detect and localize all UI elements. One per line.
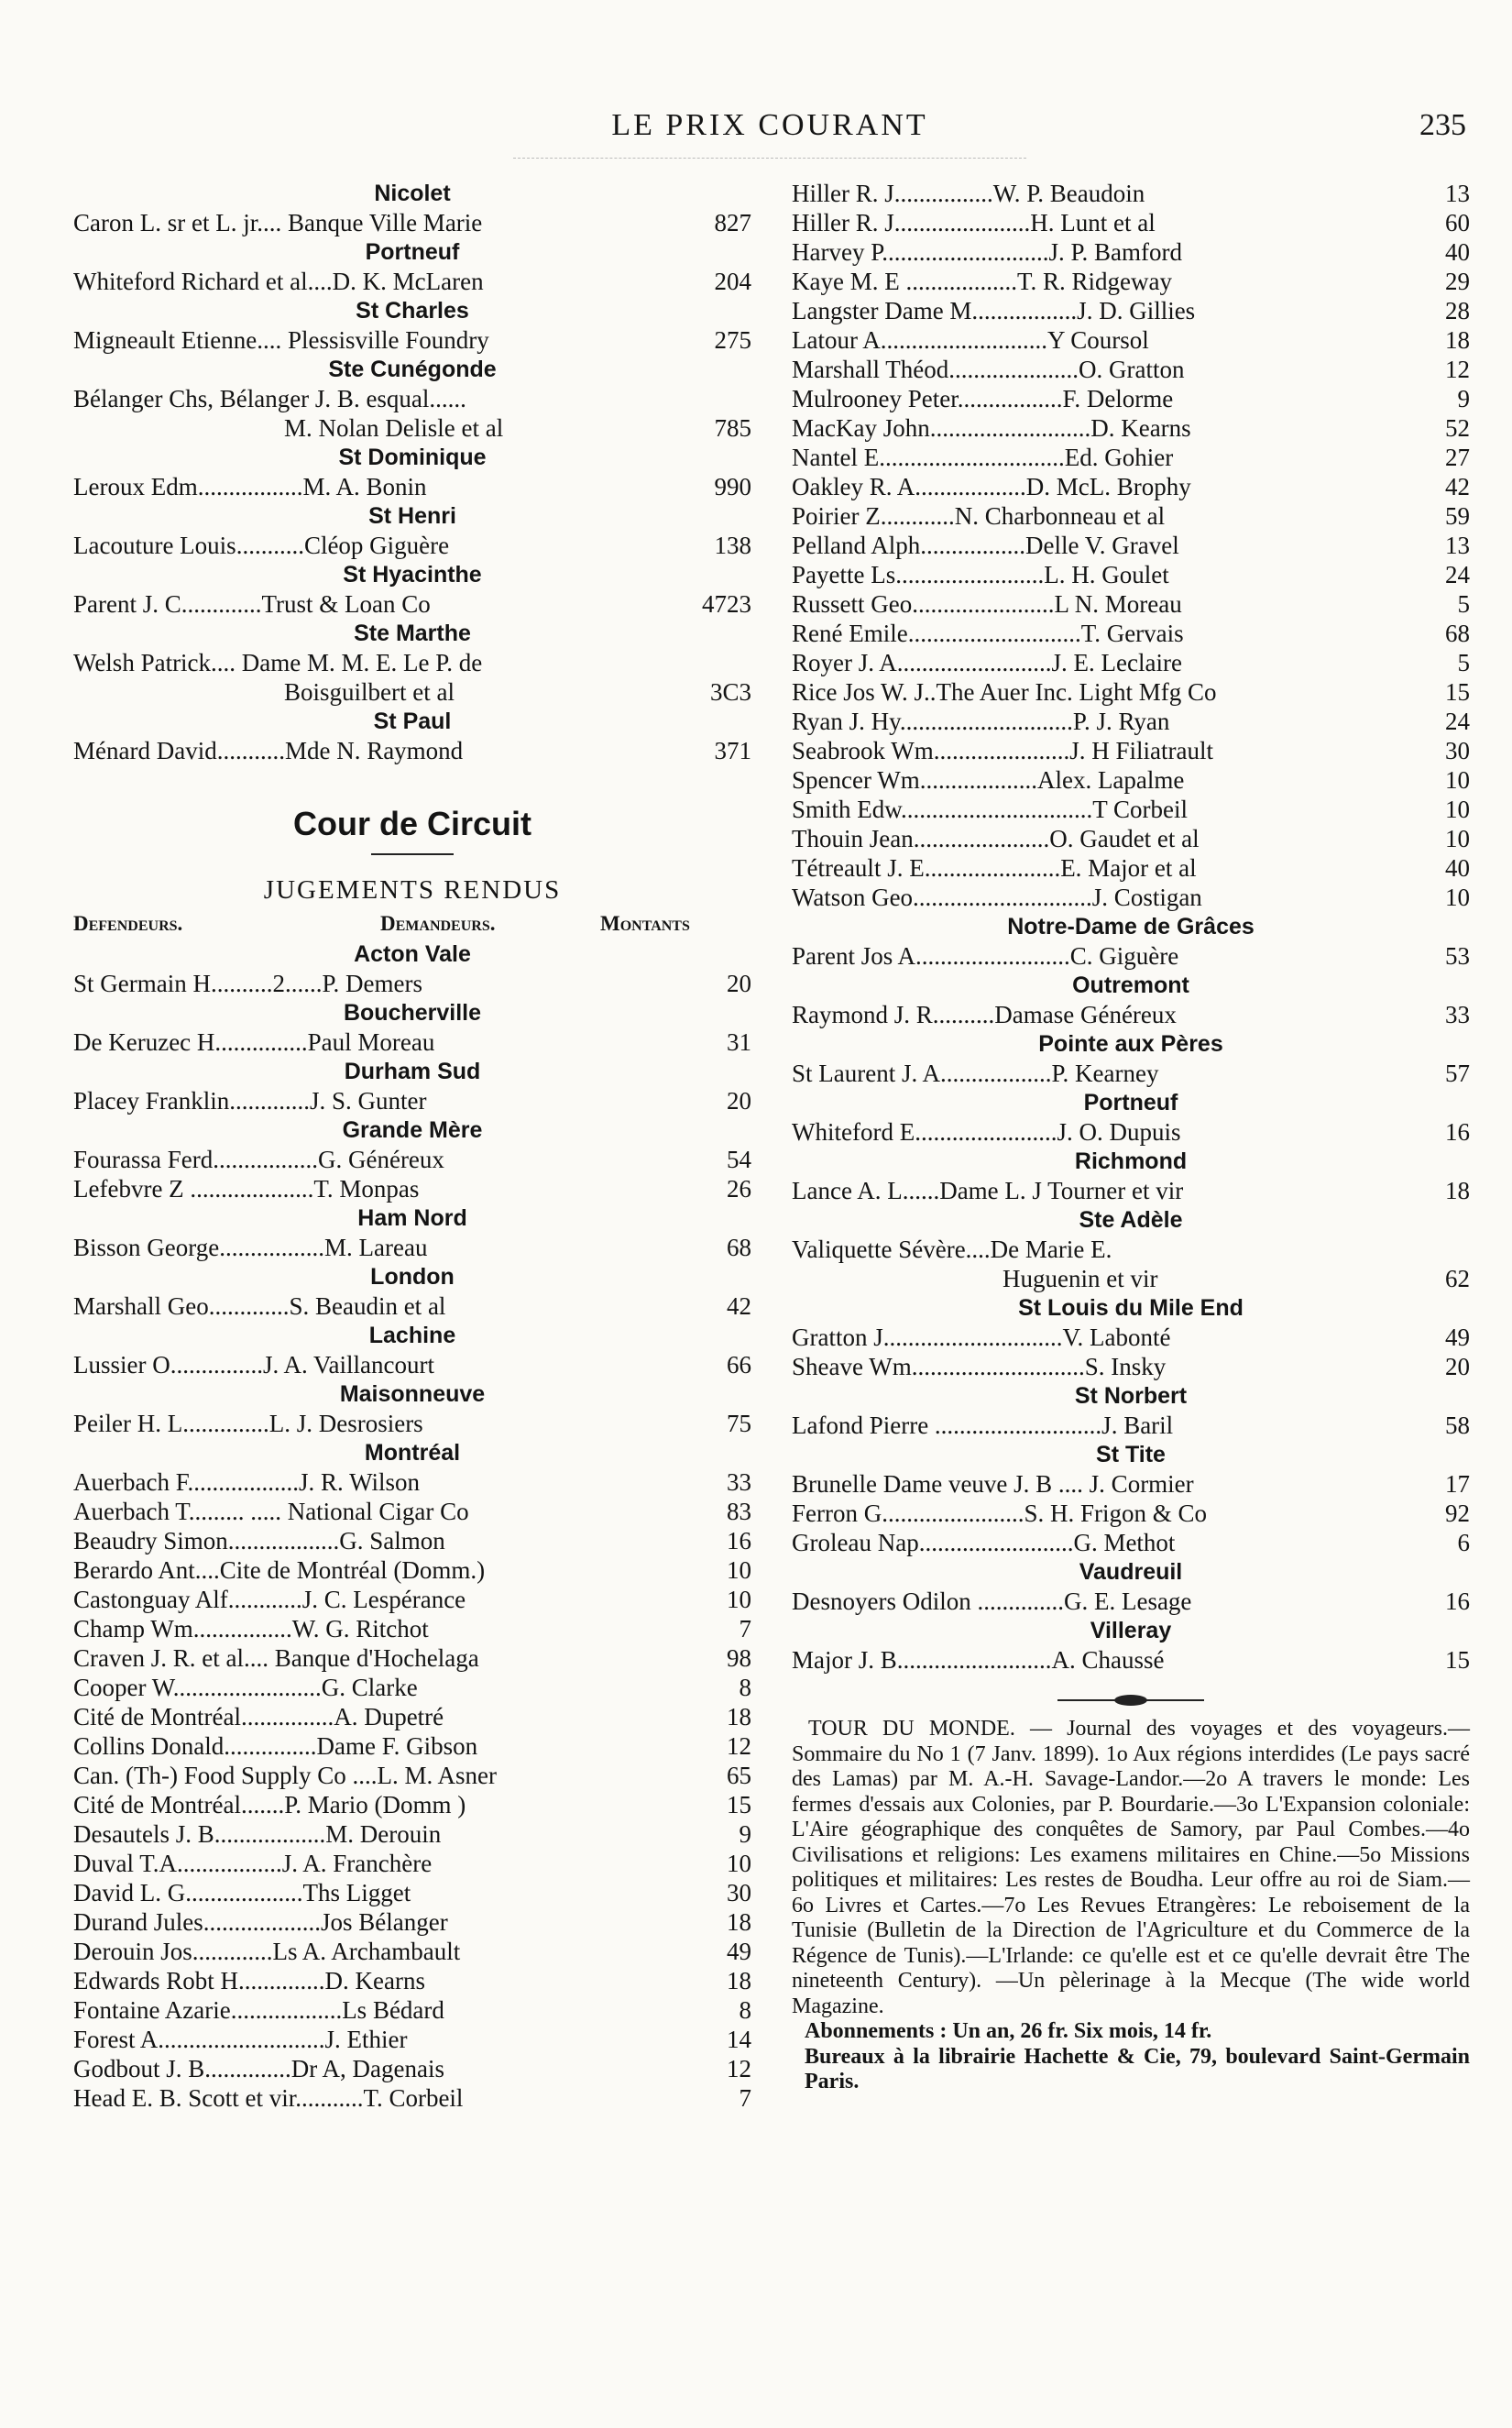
judgment-amount: 12 (1445, 356, 1470, 383)
judgment-row (73, 1350, 751, 1379)
judgment-row (792, 1469, 1470, 1499)
judgment-row (792, 560, 1470, 589)
judgment-parties: Smith Edw...............................T Corbeil (792, 796, 1188, 823)
judgment-parties: Thouin Jean......................O. Gaudet et al (792, 825, 1200, 852)
judgment-parties: Hiller R. J................W. P. Beaudoin (792, 180, 1145, 207)
col-header-defendeurs: Defendeurs. (73, 912, 183, 935)
journal-title: LE PRIX COURANT (611, 108, 928, 142)
locality-heading: Lachine (368, 1323, 456, 1348)
judgment-parties: Collins Donald...............Dame F. Gibson (73, 1732, 478, 1760)
judgment-parties: Fontaine Azarie..................Ls Bédard (73, 1996, 444, 2024)
locality-heading: Grande Mère (342, 1117, 483, 1143)
judgment-amount: 33 (727, 1468, 751, 1496)
judgment-parties: Ryan J. Hy............................P. J. Ryan (792, 708, 1170, 735)
judgment-parties: Fourassa Ferd.................G. Généreux (73, 1146, 444, 1173)
judgment-row (73, 1819, 751, 1849)
judgment-amount: 75 (727, 1410, 751, 1437)
judgment-amount: 10 (1445, 884, 1470, 911)
judgment-parties: Cité de Montréal.......P. Mario (Domm ) (73, 1791, 466, 1818)
judgment-parties: Payette Ls........................L. H. Goulet (792, 561, 1169, 588)
judgment-amount: 827 (714, 209, 751, 236)
judgment-parties: St Laurent J. A..................P. Kearney (792, 1060, 1159, 1087)
judgment-row (792, 384, 1470, 413)
judgment-parties: Peiler H. L..............L. J. Desrosiers (73, 1410, 423, 1437)
judgment-parties: Migneault Etienne.... Plessisville Foundry (73, 326, 489, 354)
judgment-row (792, 296, 1470, 325)
title-rule (371, 853, 454, 855)
judgment-amount: 16 (727, 1527, 751, 1555)
locality-heading: Boucherville (343, 1000, 482, 1026)
judgment-amount: 17 (1445, 1470, 1470, 1498)
locality-heading: Nicolet (374, 181, 451, 206)
judgment-row (792, 1000, 1470, 1029)
judgment-parties: Can. (Th-) Food Supply Co ....L. M. Asner (73, 1762, 497, 1789)
judgment-row (73, 1673, 751, 1702)
judgment-amount: 9 (739, 1820, 751, 1848)
locality-heading: Outremont (1072, 972, 1189, 998)
judgment-amount: 10 (727, 1586, 751, 1613)
judgment-parties: Beaudry Simon..................G. Salmon (73, 1527, 445, 1555)
judgment-parties: Durand Jules...................Jos Bélanger (73, 1908, 448, 1936)
judgment-row (792, 1411, 1470, 1440)
locality-heading: Montréal (364, 1440, 461, 1466)
judgment-amount: 15 (727, 1791, 751, 1818)
judgment-row (73, 1174, 751, 1203)
judgment-row (792, 208, 1470, 237)
judgment-parties: Huguenin et vir (1003, 1265, 1158, 1292)
judgment-row (73, 1702, 751, 1731)
locality-heading: Ste Cunégonde (328, 357, 497, 382)
judgment-row (73, 1233, 751, 1262)
judgment-amount: 52 (1445, 414, 1470, 442)
judgment-row (792, 267, 1470, 296)
judgment-row (792, 824, 1470, 853)
judgment-parties: Whiteford Richard et al....D. K. McLaren (73, 268, 484, 295)
judgment-amount: 31 (727, 1028, 751, 1056)
judgment-row (73, 1467, 751, 1497)
judgment-amount: 10 (727, 1850, 751, 1877)
judgment-amount: 62 (1445, 1265, 1470, 1292)
judgment-parties: Desautels J. B..................M. Derouin (73, 1820, 442, 1848)
judgment-parties: Forest A...........................J. Ethier (73, 2026, 408, 2053)
judgment-parties: Caron L. sr et L. jr.... Banque Ville Marie (73, 209, 483, 236)
judgment-row (73, 1937, 751, 1966)
judgment-amount: 16 (1445, 1118, 1470, 1146)
judgment-parties: Latour A...........................Y Coursol (792, 326, 1149, 354)
judgment-amount: 8 (739, 1674, 751, 1701)
judgment-row (73, 736, 751, 765)
judgment-row (73, 1409, 751, 1438)
judgment-row (792, 648, 1470, 677)
locality-heading: Vaudreuil (1079, 1559, 1183, 1585)
judgment-row (792, 1323, 1470, 1352)
judgment-parties: Brunelle Dame veuve J. B .... J. Cormier (792, 1470, 1194, 1498)
judgment-row (73, 677, 751, 707)
judgment-amount: 5 (1457, 590, 1470, 618)
judgment-amount: 10 (1445, 825, 1470, 852)
judgment-amount: 66 (727, 1351, 751, 1379)
judgment-row (792, 795, 1470, 824)
judgment-row (73, 1027, 751, 1057)
judgment-amount: 4723 (702, 590, 751, 618)
locality-heading: Pointe aux Pères (1038, 1031, 1223, 1057)
judgment-parties: Castonguay Alf............J. C. Lespérance (73, 1586, 466, 1613)
judgment-row (792, 355, 1470, 384)
judgment-amount: 68 (727, 1234, 751, 1261)
judgment-row (73, 2025, 751, 2054)
judgment-amount: 785 (714, 414, 751, 442)
tour-du-monde-notice (792, 1717, 1470, 2095)
judgment-row (73, 1907, 751, 1937)
judgment-amount: 12 (727, 2055, 751, 2082)
judgment-parties: MacKay John..........................D. Kearns (792, 414, 1191, 442)
left-sections-superior (73, 179, 751, 765)
judgment-parties: Tétreault J. E......................E. Major et al (792, 854, 1197, 882)
judgment-parties: Royer J. A.........................J. E. Leclaire (792, 649, 1182, 676)
judgment-row (73, 1790, 751, 1819)
locality-heading: St Tite (1096, 1442, 1166, 1467)
judgment-parties: Godbout J. B..............Dr A, Dagenais (73, 2055, 444, 2082)
judgment-row (792, 1645, 1470, 1675)
judgment-parties: Marshall Geo.............S. Beaudin et al (73, 1292, 446, 1320)
locality-heading: St Paul (373, 709, 452, 734)
judgment-row (73, 1878, 751, 1907)
judgment-parties: Mulrooney Peter.................F. Delorme (792, 385, 1174, 412)
judgment-amount: 24 (1445, 708, 1470, 735)
judgment-parties: De Keruzec H...............Paul Moreau (73, 1028, 435, 1056)
judgment-parties: Cooper W........................G. Clarke (73, 1674, 418, 1701)
judgment-parties: Bélanger Chs, Bélanger J. B. esqual...... (73, 385, 466, 412)
judgment-parties: Major J. B.........................A. Chaussé (792, 1646, 1165, 1674)
judgment-parties: Lefebvre Z ....................T. Monpas (73, 1175, 420, 1203)
judgment-amount: 10 (1445, 766, 1470, 794)
judgment-row (73, 648, 751, 677)
judgment-amount: 7 (739, 1615, 751, 1642)
judgment-row (792, 1117, 1470, 1147)
locality-heading: St Henri (368, 503, 456, 529)
judgment-row (73, 1086, 751, 1115)
judgment-amount: 204 (714, 268, 751, 295)
judgment-row (73, 1995, 751, 2025)
judgment-row (792, 237, 1470, 267)
judgment-amount: 49 (1445, 1324, 1470, 1351)
separator-ornament (1057, 1695, 1204, 1706)
judgment-amount: 16 (1445, 1588, 1470, 1615)
judgment-row (792, 501, 1470, 531)
judgment-parties: Rice Jos W. J..The Auer Inc. Light Mfg Co (792, 678, 1217, 706)
judgment-parties: Champ Wm................W. G. Ritchot (73, 1615, 429, 1642)
judgment-parties: Whiteford E.......................J. O. Dupuis (792, 1118, 1181, 1146)
judgment-parties: Placey Franklin.............J. S. Gunter (73, 1087, 427, 1115)
judgment-row (73, 413, 751, 443)
judgment-amount: 40 (1445, 854, 1470, 882)
judgment-amount: 15 (1445, 678, 1470, 706)
judgment-amount: 18 (1445, 326, 1470, 354)
judgment-amount: 18 (727, 1908, 751, 1936)
tour-abonnements: Abonnements : Un an, 26 fr. Six mois, 14 fr. (805, 2019, 1212, 2043)
judgment-parties: Oakley R. A..................D. McL. Brophy (792, 473, 1191, 500)
judgment-parties: Sheave Wm............................S. Insky (792, 1353, 1167, 1380)
judgment-amount: 13 (1445, 180, 1470, 207)
locality-heading: St Charles (356, 298, 469, 324)
header-rule (513, 158, 1026, 159)
judgment-amount: 60 (1445, 209, 1470, 236)
col-header-demandeurs: Demandeurs. (380, 912, 496, 935)
judgment-row (73, 1497, 751, 1526)
judgment-row (792, 531, 1470, 560)
judgment-parties: Lacouture Louis...........Cléop Giguère (73, 532, 450, 559)
judgment-amount: 18 (727, 1967, 751, 1994)
judgment-parties: Groleau Nap.........................G. Methot (792, 1529, 1176, 1556)
locality-heading: Portneuf (1083, 1090, 1178, 1115)
judgment-amount: 68 (1445, 620, 1470, 647)
judgment-amount: 42 (1445, 473, 1470, 500)
judgment-parties: Auerbach F..................J. R. Wilson (73, 1468, 420, 1496)
judgment-row (73, 325, 751, 355)
judgment-parties: David L. G...................Ths Ligget (73, 1879, 411, 1906)
judgment-amount: 33 (1445, 1001, 1470, 1028)
judgment-amount: 138 (714, 532, 751, 559)
judgment-parties: Seabrook Wm......................J. H Filiatrault (792, 737, 1213, 764)
judgment-row (792, 619, 1470, 648)
judgment-row (73, 472, 751, 501)
judgment-row (792, 853, 1470, 883)
judgment-parties: Desnoyers Odilon ..............G. E. Lesage (792, 1588, 1192, 1615)
tour-summary: TOUR DU MONDE. — Journal des voyages et des voyageurs.—Sommaire du No 1 (7 Janv. 1899). 1o Aux régions interdides (Le pays sacré des Lamas) par M. A.-H. Savage-Landor.—2o A travers le monde: Les fermes d'essais aux Colonies, par P. Bourdarie.—3o L'Expansion coloniale: L'Aire géographique des conquêtes de Samory, par Paul Combes.—4o Civilisations et religions: Les examens militaires en Chine.—5o Missions politiques et militaires: Les restes de Boudha. Leur offre au roi de Siam.— 6o Livres et Cartes.—7o Les Revues Etrangères: Le reboisement de la Tunisie (Bulletin de la Direction de l'Agriculture et du Commerce de la Régence de Tunis).—L'Irlande: ce qu'elle est et ce qu'elle devrait être The nineteenth Century). —Un pèlerinage à la Mecque (The wide world Magazine. (792, 1717, 1470, 2018)
judgment-parties: Edwards Robt H..............D. Kearns (73, 1967, 425, 1994)
judgment-amount: 59 (1445, 502, 1470, 530)
judgment-parties: Hiller R. J......................H. Lunt et al (792, 209, 1156, 236)
judgment-row (73, 1526, 751, 1555)
locality-heading: Acton Vale (354, 941, 471, 967)
judgment-row (792, 1499, 1470, 1528)
column-headers (73, 908, 751, 939)
right-column (792, 179, 1470, 2095)
judgment-parties: Raymond J. R..........Damase Généreux (792, 1001, 1177, 1028)
judgment-parties: Harvey P...........................J. P. Bamford (792, 238, 1182, 266)
judgment-parties: Nantel E..............................Ed. Gohier (792, 444, 1174, 471)
judgment-parties: Derouin Jos.............Ls A. Archambault (73, 1938, 461, 1965)
judgment-parties: Spencer Wm...................Alex. Lapalme (792, 766, 1185, 794)
locality-heading: London (370, 1264, 455, 1290)
judgment-parties: Berardo Ant....Cite de Montréal (Domm.) (73, 1556, 486, 1584)
judgment-amount: 990 (714, 473, 751, 500)
judgment-parties: Head E. B. Scott et vir...........T. Corbeil (73, 2084, 464, 2112)
judgment-row (792, 707, 1470, 736)
judgment-row (73, 1761, 751, 1790)
judgment-row (792, 1352, 1470, 1381)
judgment-amount: 27 (1445, 444, 1470, 471)
judgment-parties: Poirier Z............N. Charbonneau et al (792, 502, 1166, 530)
judgment-parties: Leroux Edm.................M. A. Bonin (73, 473, 427, 500)
judgment-row (792, 1176, 1470, 1205)
judgment-amount: 29 (1445, 268, 1470, 295)
judgment-parties: Russett Geo.......................L N. Moreau (792, 590, 1182, 618)
judgment-row (73, 1849, 751, 1878)
judgment-amount: 10 (1445, 796, 1470, 823)
judgment-parties: Watson Geo.............................J. Costigan (792, 884, 1202, 911)
judgment-row (73, 1145, 751, 1174)
judgment-row (73, 1731, 751, 1761)
judgment-amount: 10 (727, 1556, 751, 1584)
judgment-amount: 30 (727, 1879, 751, 1906)
right-sections (792, 179, 1470, 1675)
judgment-amount: 12 (727, 1732, 751, 1760)
locality-heading: Ste Marthe (354, 621, 471, 646)
judgment-parties: Craven J. R. et al.... Banque d'Hochelaga (73, 1644, 479, 1672)
left-sections-circuit (73, 939, 751, 2113)
judgment-row (73, 589, 751, 619)
judgment-row (792, 179, 1470, 208)
judgment-row (792, 883, 1470, 912)
judgment-parties: Cité de Montréal...............A. Dupetré (73, 1703, 444, 1730)
judgment-row (73, 1585, 751, 1614)
judgment-row (73, 384, 751, 413)
locality-heading: Notre-Dame de Grâces (1007, 914, 1255, 939)
col-header-montants: Montants (600, 912, 690, 935)
judgment-amount: 24 (1445, 561, 1470, 588)
judgment-amount: 6 (1457, 1529, 1470, 1556)
page-header (73, 103, 1466, 148)
locality-heading: Portneuf (365, 239, 460, 265)
judgment-row (792, 941, 1470, 971)
judgment-amount: 30 (1445, 737, 1470, 764)
judgment-row (73, 1966, 751, 1995)
judgment-row (73, 267, 751, 296)
judgment-parties: René Emile............................T. Gervais (792, 620, 1184, 647)
judgment-amount: 98 (727, 1644, 751, 1672)
judgment-parties: Lussier O...............J. A. Vaillancourt (73, 1351, 434, 1379)
page-number: 235 (1419, 108, 1466, 142)
judgment-row (792, 1587, 1470, 1616)
judgment-parties: Duval T.A.................J. A. Franchère (73, 1850, 433, 1877)
judgment-row (73, 969, 751, 998)
judgment-amount: 7 (739, 2084, 751, 2112)
judgment-parties: Ménard David...........Mde N. Raymond (73, 737, 464, 764)
judgment-amount: 53 (1445, 942, 1470, 970)
judgment-amount: 20 (1445, 1353, 1470, 1380)
judgment-amount: 371 (714, 737, 751, 764)
judgment-row (792, 736, 1470, 765)
jugements-rendus-title: JUGEMENTS RENDUS (263, 875, 562, 905)
judgment-parties: Parent Jos A.........................C. Giguère (792, 942, 1179, 970)
judgment-row (792, 1528, 1470, 1557)
locality-heading: Durham Sud (344, 1059, 481, 1084)
judgment-amount: 275 (714, 326, 751, 354)
judgment-row (73, 531, 751, 560)
judgment-parties: Langster Dame M.................J. D. Gillies (792, 297, 1196, 324)
judgment-amount: 15 (1445, 1646, 1470, 1674)
judgment-parties: St Germain H..........2......P. Demers (73, 970, 422, 997)
judgment-row (792, 443, 1470, 472)
judgment-amount: 5 (1457, 649, 1470, 676)
judgment-amount: 13 (1445, 532, 1470, 559)
judgment-row (792, 1059, 1470, 1088)
judgment-parties: Gratton J.............................V. Labonté (792, 1324, 1171, 1351)
cour-de-circuit-title: Cour de Circuit (292, 805, 531, 842)
locality-heading: St Dominique (338, 445, 487, 470)
judgment-row (792, 472, 1470, 501)
judgment-parties: Lance A. L......Dame L. J Tourner et vir (792, 1177, 1184, 1204)
judgment-row (792, 589, 1470, 619)
judgment-parties: Ferron G.......................S. H. Frigon & Co (792, 1500, 1208, 1527)
left-column (73, 179, 751, 2113)
locality-heading: Maisonneuve (339, 1381, 486, 1407)
judgment-amount: 65 (727, 1762, 751, 1789)
judgment-parties: M. Nolan Delisle et al (284, 414, 504, 442)
judgment-row (73, 2054, 751, 2083)
judgment-amount: 40 (1445, 238, 1470, 266)
judgment-row (73, 2083, 751, 2113)
judgment-parties: Kaye M. E ..................T. R. Ridgeway (792, 268, 1172, 295)
judgment-parties: Marshall Théod.....................O. Gratton (792, 356, 1185, 383)
judgment-amount: 8 (739, 1996, 751, 2024)
judgment-amount: 18 (1445, 1177, 1470, 1204)
judgment-parties: Pelland Alph.................Delle V. Gravel (792, 532, 1179, 559)
locality-heading: St Hyacinthe (343, 562, 482, 588)
judgment-amount: 83 (727, 1498, 751, 1525)
judgment-parties: Valiquette Sévère....De Marie E. (792, 1236, 1112, 1263)
judgment-row (792, 325, 1470, 355)
judgment-parties: Welsh Patrick.... Dame M. M. E. Le P. de (73, 649, 483, 676)
locality-heading: Ham Nord (357, 1205, 467, 1231)
judgment-amount: 54 (727, 1146, 751, 1173)
judgment-parties: Lafond Pierre ...........................J. Baril (792, 1412, 1174, 1439)
judgment-amount: 42 (727, 1292, 751, 1320)
judgment-parties: Parent J. C.............Trust & Loan Co (73, 590, 431, 618)
locality-heading: Villeray (1090, 1618, 1172, 1643)
judgment-row (73, 1643, 751, 1673)
judgment-amount: 57 (1445, 1060, 1470, 1087)
locality-heading: St Norbert (1074, 1383, 1188, 1409)
judgment-row (73, 1614, 751, 1643)
judgment-amount: 20 (727, 970, 751, 997)
judgment-amount: 49 (727, 1938, 751, 1965)
locality-heading: St Louis du Mile End (1018, 1295, 1244, 1321)
judgment-row (792, 1264, 1470, 1293)
locality-heading: Ste Adèle (1079, 1207, 1183, 1233)
judgment-amount: 9 (1457, 385, 1470, 412)
judgment-amount: 26 (727, 1175, 751, 1203)
judgment-amount: 28 (1445, 297, 1470, 324)
judgment-row (792, 1235, 1470, 1264)
tour-bureaux: Bureaux à la librairie Hachette & Cie, 79, boulevard Saint-Germain Paris. (805, 2044, 1470, 2093)
judgment-row (73, 1291, 751, 1321)
judgment-amount: 20 (727, 1087, 751, 1115)
judgment-parties: Bisson George.................M. Lareau (73, 1234, 428, 1261)
judgment-amount: 18 (727, 1703, 751, 1730)
judgment-row (792, 677, 1470, 707)
judgment-amount: 14 (727, 2026, 751, 2053)
judgment-parties: Auerbach T......... ..... National Cigar Co (73, 1498, 469, 1525)
locality-heading: Richmond (1074, 1148, 1188, 1174)
judgment-amount: 3C3 (709, 678, 751, 706)
judgment-parties: Boisguilbert et al (284, 678, 455, 706)
judgment-row (73, 208, 751, 237)
judgment-amount: 92 (1445, 1500, 1470, 1527)
judgment-row (792, 765, 1470, 795)
judgment-amount: 58 (1445, 1412, 1470, 1439)
judgment-row (792, 413, 1470, 443)
judgment-row (73, 1555, 751, 1585)
